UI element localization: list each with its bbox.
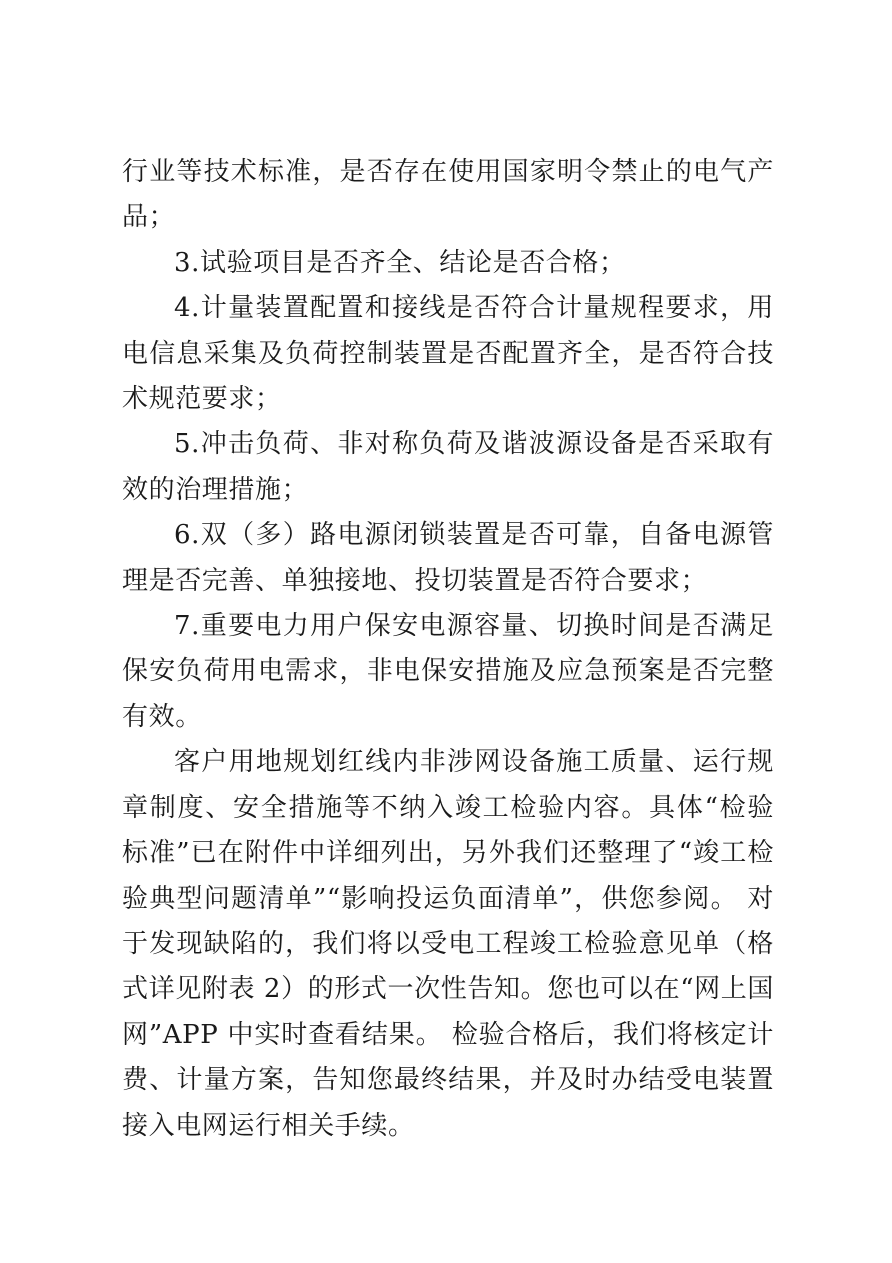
- paragraph-item-4: 4.计量装置配置和接线是否符合计量规程要求，用电信息采集及负荷控制装置是否配置齐全，是否符合技术规范要求；: [122, 293, 774, 415]
- paragraph-item-5: 5.冲击负荷、非对称负荷及谐波源设备是否采取有效的治理措施；: [122, 429, 774, 505]
- paragraph-continuation: 行业等技术标准，是否存在使用国家明令禁止的电气产品；: [122, 157, 774, 233]
- document-body: [122, 150, 774, 1149]
- paragraph-item-6: 6.双（多）路电源闭锁装置是否可靠，自备电源管理是否完善、单独接地、投切装置是否符合要求；: [122, 520, 774, 596]
- paragraph-item-7: 7.重要电力用户保安电源容量、切换时间是否满足保安负荷用电需求，非电保安措施及应急预案是否完整有效。: [122, 611, 774, 732]
- paragraph-inspection-notice: 客户用地规划红线内非涉网设备施工质量、运行规章制度、安全措施等不纳入竣工检验内容。具体“检验标准”已在附件中详细列出，另外我们还整理了“竣工检验典型问题清单”“影响投运负面清单”，供您参阅。 对于发现缺陷的，我们将以受电工程竣工检验意见单（格式详见附表 2）的形式一次性告知。您也可以在“网上国网”APP 中实时查看结果。 检验合格后，我们将核定计费、计量方案，告知您最终结果，并及时办结受电装置接入电网运行相关手续。: [122, 747, 774, 1141]
- paragraph-item-3: 3.试验项目是否齐全、结论是否合格；: [174, 247, 626, 278]
